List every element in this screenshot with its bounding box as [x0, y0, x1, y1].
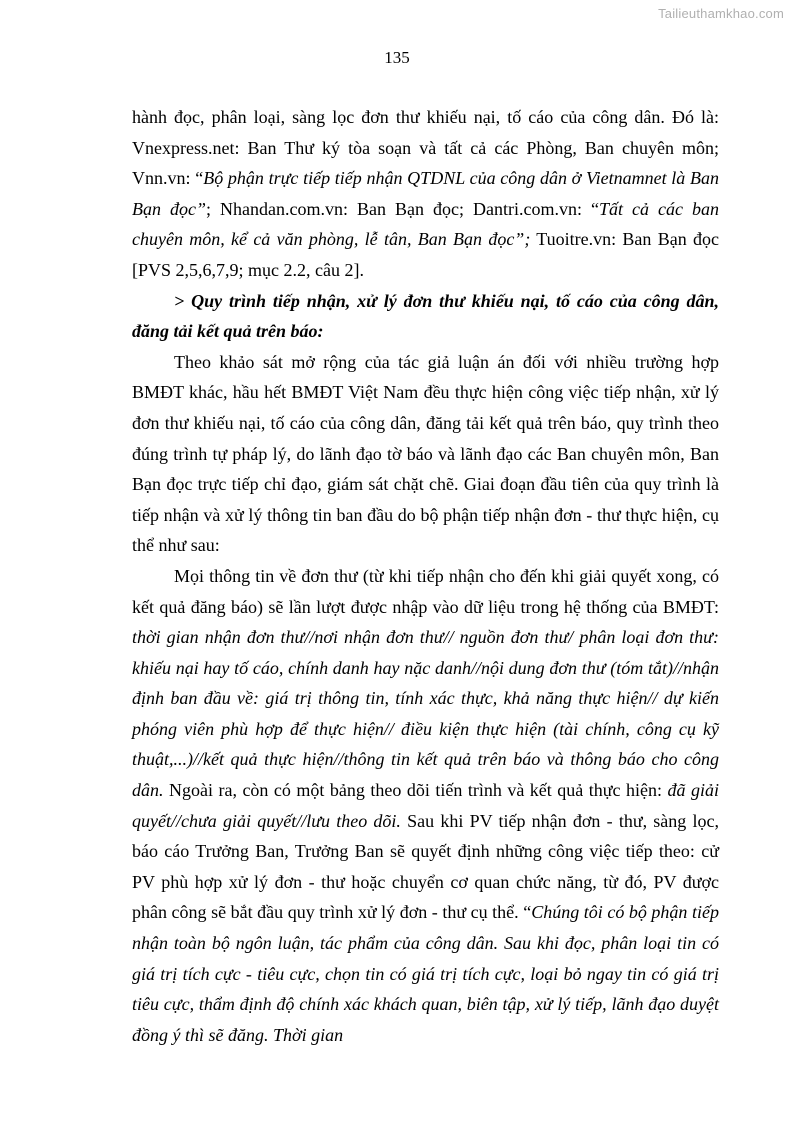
- text-span: Mọi thông tin về đơn thư (từ khi tiếp nhận cho đến khi giải quyết xong, có kết quả đăng báo) sẽ lần lượt được nhập vào dữ liệu trong hệ thống của BMĐT:: [132, 565, 719, 617]
- text-span: Ngoài ra, còn có một bảng theo dõi tiến trình và kết quả thực hiện:: [163, 780, 668, 801]
- page-number: 135: [384, 48, 410, 67]
- paragraph-continued: [132, 102, 719, 286]
- text-span: ; Nhandan.com.vn: Ban Bạn đọc; Dantri.com.vn: “: [206, 198, 599, 219]
- text-span: Sau khi PV tiếp nhận đơn - thư, sàng lọc, báo cáo Trưởng Ban, Trưởng Ban sẽ quyết định những công việc tiếp theo: cử PV phù hợp xử lý đơn - thư hoặc chuyển cơ quan chức năng, từ đó, PV được phân công sẽ bắt đầu quy trình xử lý đơn - thư cụ thể. “: [132, 810, 719, 923]
- document-body: [132, 102, 719, 1050]
- section-heading: > Quy trình tiếp nhận, xử lý đơn thư khiếu nại, tố cáo của công dân, đăng tải kết quả trên báo:: [132, 290, 719, 342]
- list-span: thời gian nhận đơn thư//nơi nhận đơn thư// nguồn đơn thư/ phân loại đơn thư: khiếu nại hay tố cáo, chính danh hay nặc danh//nội dung đơn thư (tóm tắt)//nhận định ban đầu về: giá trị thông tin, tính xác thực, khả năng thực hiện// dự kiến phóng viên phù hợp để thực hiện// điều kiện thực hiện (tài chính, công cụ kỹ thuật,...)//kết quả thực hiện//thông tin kết quả trên báo và thông báo cho công dân.: [132, 627, 719, 801]
- status-span: đã giải quyết//chưa giải quyết//lưu theo dõi.: [132, 780, 719, 831]
- text-span: hành đọc, phân loại, sàng lọc đơn thư khiếu nại, tố cáo của công dân. Đó là: Vnexpress.net: Ban Thư ký tòa soạn và tất cả các Phòng, Ban chuyên môn; Vnn.vn: “: [132, 107, 719, 189]
- watermark: Tailieuthamkhao.com: [658, 6, 784, 21]
- text-span: Tuoitre.vn: Ban Bạn đọc [PVS 2,5,6,7,9; mục 2.2, câu 2].: [132, 229, 719, 280]
- paragraph-process: [132, 561, 719, 1051]
- paragraph-survey: Theo khảo sát mở rộng của tác giả luận án đối với nhiều trường hợp BMĐT khác, hầu hết BMĐT Việt Nam đều thực hiện công việc tiếp nhận, xử lý đơn thư khiếu nại, tố cáo của công dân, đăng tải kết quả trên báo, quy trình theo đúng trình tự pháp lý, do lãnh đạo tờ báo và lãnh đạo các Ban chuyên môn, Ban Bạn đọc trực tiếp chỉ đạo, giám sát chặt chẽ. Giai đoạn đầu tiên của quy trình là tiếp nhận và xử lý thông tin ban đầu do bộ phận tiếp nhận đơn - thư thực hiện, cụ thể như sau:: [132, 351, 719, 556]
- quote-span: Chúng tôi có bộ phận tiếp nhận toàn bộ ngôn luận, tác phẩm của công dân. Sau khi đọc, phân loại tin có giá trị tích cực - tiêu cực, chọn tin có giá trị tích cực, loại bỏ ngay tin có giá trị tiêu cực, thẩm định độ chính xác khách quan, biên tập, xử lý tiếp, lãnh đạo duyệt đồng ý thì sẽ đăng. Thời gian: [132, 902, 719, 1045]
- quote-span: Bộ phận trực tiếp tiếp nhận QTDNL của công dân ở Vietnamnet là Ban Bạn đọc”: [132, 168, 719, 219]
- quote-span: Tất cả các ban chuyên môn, kể cả văn phòng, lễ tân, Ban Bạn đọc”;: [132, 198, 720, 250]
